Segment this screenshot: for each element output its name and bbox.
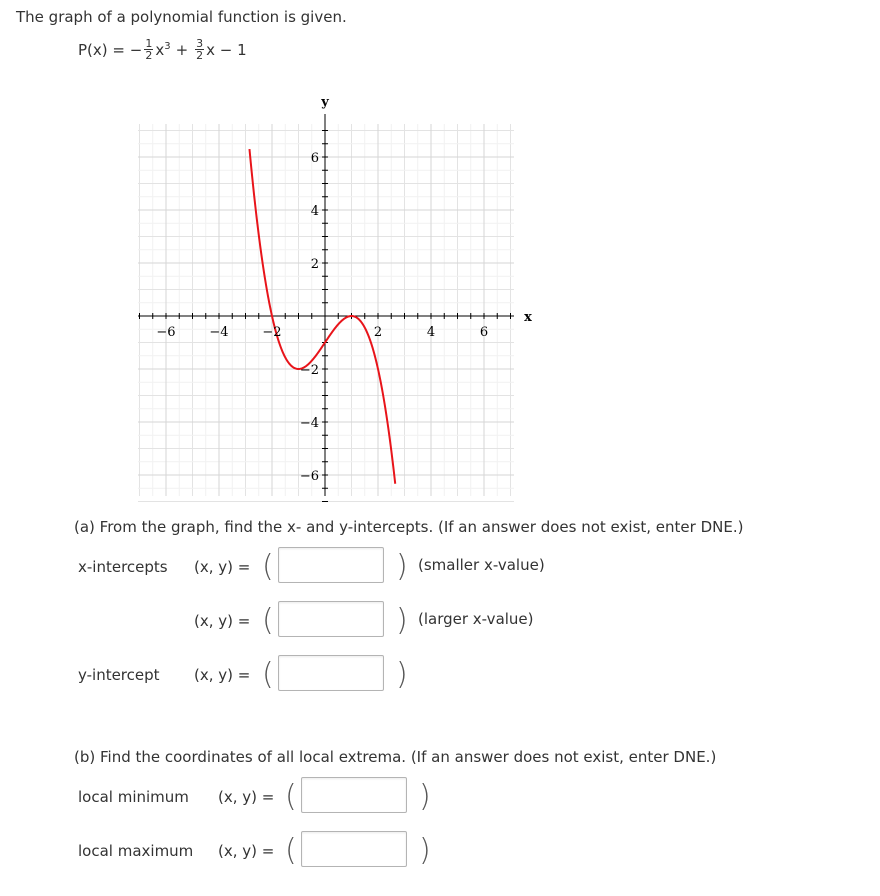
y-tick-label: 4 xyxy=(310,204,319,219)
fraction-denominator: 2 xyxy=(145,49,153,62)
close-paren: ) xyxy=(396,603,408,638)
x-intercept-larger-input[interactable] xyxy=(278,601,384,637)
y-tick-label: 6 xyxy=(310,151,319,166)
fraction-one-half xyxy=(144,38,153,61)
pair-label: (x, y) = xyxy=(218,842,275,860)
open-paren: ( xyxy=(285,833,297,868)
open-paren: ( xyxy=(262,549,274,584)
close-paren: ) xyxy=(396,657,408,692)
x-tick-label: 6 xyxy=(479,325,489,340)
formula-term-linear: x − 1 xyxy=(206,40,247,59)
fraction-numerator: 1 xyxy=(145,37,153,50)
local-maximum-input[interactable] xyxy=(301,831,407,867)
x-tick-label: −6 xyxy=(156,325,176,340)
local-minimum-label: local minimum xyxy=(78,788,189,806)
x-axis-label: x xyxy=(524,310,532,325)
x-tick-label: 4 xyxy=(426,325,436,340)
open-paren: ( xyxy=(285,779,297,814)
smaller-x-note: (smaller x-value) xyxy=(418,556,545,574)
part-b xyxy=(74,748,874,878)
y-tick-label: 2 xyxy=(310,257,319,272)
part-a xyxy=(74,518,874,708)
x-intercepts-label: x-intercepts xyxy=(78,558,168,576)
fraction-numerator: 3 xyxy=(196,37,204,50)
x-tick-label: 2 xyxy=(373,325,383,340)
grid-minor-lines xyxy=(130,124,514,504)
formula-term-x: x xyxy=(155,40,165,59)
y-intercept-label: y-intercept xyxy=(78,666,160,684)
fraction-denominator: 2 xyxy=(196,49,204,62)
pair-label: (x, y) = xyxy=(194,558,251,576)
y-tick-label: −2 xyxy=(299,363,319,378)
pair-label: (x, y) = xyxy=(218,788,275,806)
pair-label: (x, y) = xyxy=(194,612,251,630)
x-tick-label: −2 xyxy=(262,325,282,340)
local-maximum-label: local maximum xyxy=(78,842,194,860)
fraction-three-halves xyxy=(195,38,204,61)
part-a-question: (a) From the graph, find the x- and y-intercepts. (If an answer does not exist, enter DNE.) xyxy=(74,518,744,536)
x-tick-label: −4 xyxy=(209,325,229,340)
polynomial-graph xyxy=(130,88,540,504)
larger-x-note: (larger x-value) xyxy=(418,610,534,628)
y-tick-label: −4 xyxy=(299,416,319,431)
open-paren: ( xyxy=(262,657,274,692)
problem-intro: The graph of a polynomial function is given. xyxy=(16,8,347,26)
open-paren: ( xyxy=(262,603,274,638)
x-intercept-smaller-input[interactable] xyxy=(278,547,384,583)
local-minimum-input[interactable] xyxy=(301,777,407,813)
formula-lhs: P(x) = − xyxy=(78,40,143,59)
pair-label: (x, y) = xyxy=(194,666,251,684)
close-paren: ) xyxy=(396,549,408,584)
formula-exponent: 3 xyxy=(164,41,171,52)
part-b-question: (b) Find the coordinates of all local extrema. (If an answer does not exist, enter DNE.) xyxy=(74,748,717,766)
close-paren: ) xyxy=(419,779,431,814)
y-tick-label: −6 xyxy=(299,469,319,484)
y-axis-label: y xyxy=(321,95,329,110)
close-paren: ) xyxy=(419,833,431,868)
formula-plus: + xyxy=(175,40,189,59)
polynomial-formula xyxy=(78,38,247,61)
y-intercept-input[interactable] xyxy=(278,655,384,691)
